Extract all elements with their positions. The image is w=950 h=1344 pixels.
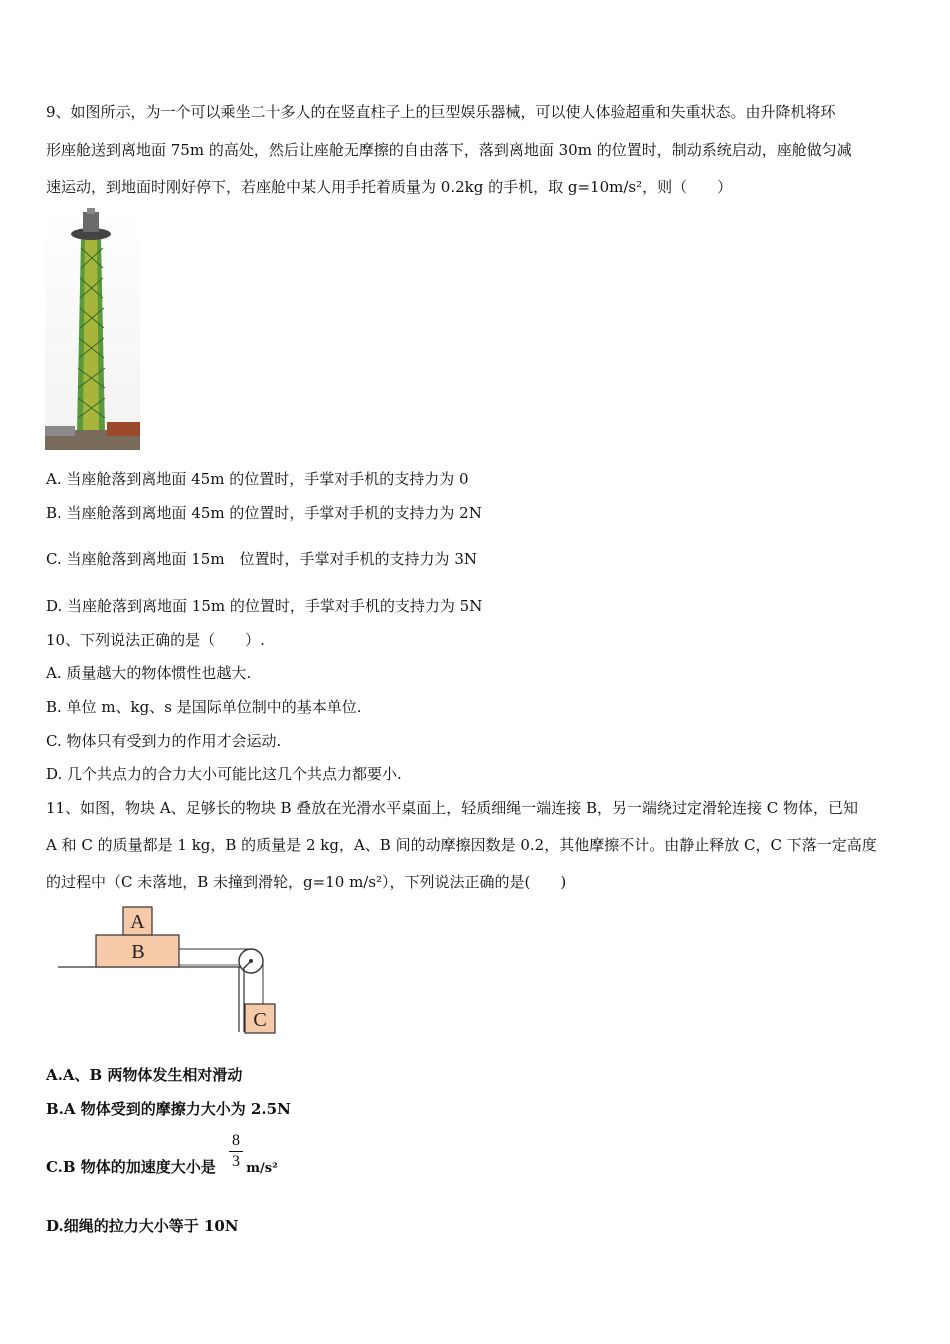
block-b-label: B [131, 941, 145, 963]
q9-stem-line-3: 速运动，到地面时刚好停下，若座舱中某人用手托着质量为 0.2kg 的手机，取 g=10m/s²，则（ ） [46, 178, 733, 196]
q10-option-c: C. 物体只有受到力的作用才会运动. [46, 732, 282, 750]
block-c-label: C [253, 1009, 267, 1031]
q11-stem-line-3: 的过程中（C 未落地，B 未撞到滑轮，g=10 m/s²），下列说法正确的是( ) [46, 873, 567, 891]
q11-option-a: A.A、B 两物体发生相对滑动 [46, 1066, 243, 1084]
tower-photo [45, 208, 140, 450]
q11-option-c-prefix: C.B 物体的加速度大小是 [46, 1158, 216, 1176]
q11-option-d: D.细绳的拉力大小等于 10N [46, 1217, 239, 1235]
q10-option-b: B. 单位 m、kg、s 是国际单位制中的基本单位. [46, 698, 362, 716]
q9-stem-line-2: 形座舱送到离地面 75m 的高处，然后让座舱无摩擦的自由落下，落到离地面 30m 的位置时，制动系统启动，座舱做匀减 [46, 141, 852, 159]
fraction-numerator: 8 [232, 1132, 240, 1149]
q11-stem-line-1: 11、如图，物块 A、足够长的物块 B 叠放在光滑水平桌面上，轻质细绳一端连接 B，另一端绕过定滑轮连接 C 物体，已知 [46, 799, 859, 817]
q10-stem: 10、下列说法正确的是（ ）. [46, 631, 265, 649]
fraction-denominator: 3 [232, 1153, 240, 1170]
q9-stem-line-1: 9、如图所示，为一个可以乘坐二十多人的在竖直柱子上的巨型娱乐器械，可以使人体验超重和失重状态。由升降机将环 [46, 103, 836, 121]
block-a-label: A [130, 911, 145, 933]
q9-option-b: B. 当座舱落到离地面 45m 的位置时，手掌对手机的支持力为 2N [46, 504, 482, 522]
q11-option-b: B.A 物体受到的摩擦力大小为 2.5N [46, 1100, 291, 1118]
q10-option-a: A. 质量越大的物体惯性也越大. [46, 664, 252, 682]
q11-stem-line-2: A 和 C 的质量都是 1 kg，B 的质量是 2 kg，A、B 间的动摩擦因数是 0.2，其他摩擦不计。由静止释放 C，C 下落一定高度 [46, 836, 877, 854]
q11-option-c-unit: m/s² [246, 1161, 278, 1176]
q9-option-a: A. 当座舱落到离地面 45m 的位置时，手掌对手机的支持力为 0 [46, 470, 469, 488]
q11-option-c [46, 1157, 278, 1179]
pulley-diagram [58, 904, 278, 1036]
fraction-eight-thirds [229, 1132, 243, 1171]
q10-option-d: D. 几个共点力的合力大小可能比这几个共点力都要小. [46, 765, 402, 783]
q9-option-c: C. 当座舱落到离地面 15m 位置时，手掌对手机的支持力为 3N [46, 550, 477, 568]
q9-option-d: D. 当座舱落到离地面 15m 的位置时，手掌对手机的支持力为 5N [46, 597, 483, 615]
